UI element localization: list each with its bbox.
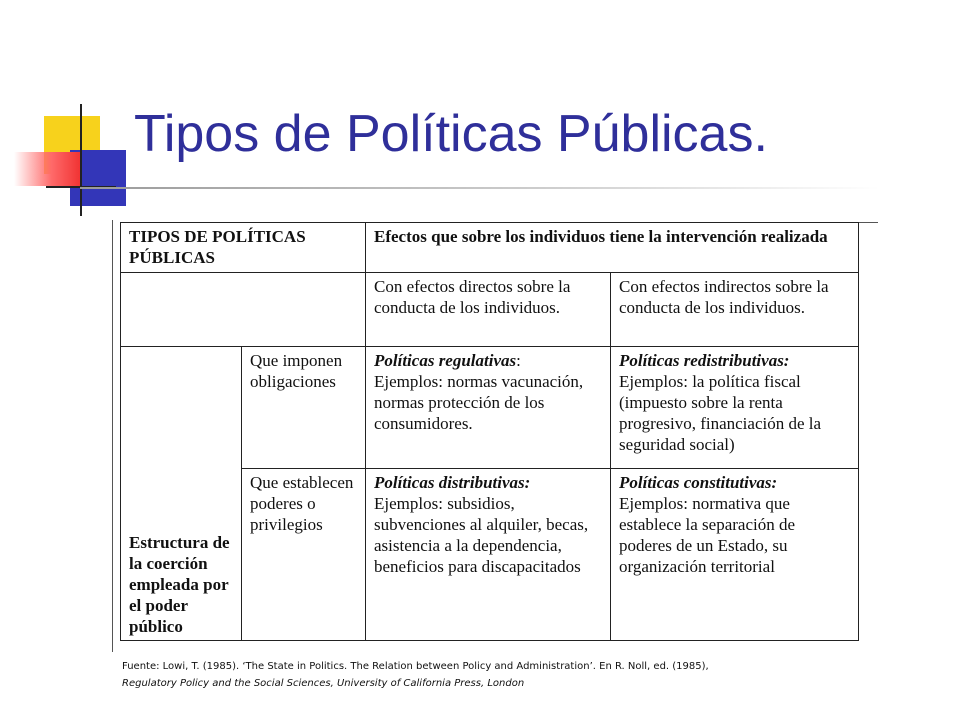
table-effects-row: [121, 273, 859, 347]
table-row-obligations: [121, 347, 859, 469]
table-image-left-edge: [112, 220, 113, 652]
title-underline-rule: [80, 187, 880, 189]
policy-types-table: [120, 222, 859, 641]
header-policy-types: TIPOS DE POLÍTICAS PÚBLICAS: [121, 223, 366, 273]
row-obligations-label: Que imponen obligaciones: [242, 347, 366, 469]
decorative-red-bar: [14, 152, 82, 186]
constitutive-cell: [611, 469, 859, 641]
redistributive-cell: [611, 347, 859, 469]
distributive-cell: [366, 469, 611, 641]
coercion-structure-label: Estructura de la coerción empleada por el poder público: [121, 347, 242, 641]
slide-title: Tipos de Políticas Públicas.: [134, 105, 768, 163]
constitutive-examples: Ejemplos: normativa que establece la separación de poderes de un Estado, su organización territorial: [619, 494, 796, 576]
source-line-1: Fuente: Lowi, T. (1985). ‘The State in Politics. The Relation between Policy and Administration’. En R. Noll, ed. (1985),: [122, 661, 709, 672]
effect-direct-cell: Con efectos directos sobre la conducta de los individuos.: [366, 273, 611, 347]
table-image-top-edge: [858, 222, 878, 223]
decorative-vertical-line: [80, 104, 82, 216]
regulative-examples: Ejemplos: normas vacunación, normas protección de los consumidores.: [374, 372, 584, 433]
redistributive-examples: Ejemplos: la política fiscal (impuesto sobre la renta progresivo, financiación de la seguridad social): [619, 372, 822, 454]
constitutive-title: Políticas constitutivas:: [619, 473, 778, 492]
regulative-title: Políticas regulativas: [374, 351, 517, 370]
regulative-title-colon: :: [516, 351, 521, 370]
header-effects: Efectos que sobre los individuos tiene la intervención realizada: [366, 223, 859, 273]
source-line-2: Regulatory Policy and the Social Sciences, University of California Press, London: [122, 678, 525, 689]
distributive-title: Políticas distributivas:: [374, 473, 531, 492]
regulative-cell: [366, 347, 611, 469]
distributive-examples: Ejemplos: subsidios, subvenciones al alquiler, becas, asistencia a la dependencia, beneficios para discapacitados: [374, 494, 589, 576]
effect-indirect-cell: Con efectos indirectos sobre la conducta de los individuos.: [611, 273, 859, 347]
empty-cell: [121, 273, 366, 347]
source-citation: [122, 658, 882, 692]
redistributive-title: Políticas redistributivas:: [619, 351, 790, 370]
row-privileges-label: Que establecen poderes o privilegios: [242, 469, 366, 641]
table-header-row: [121, 223, 859, 273]
